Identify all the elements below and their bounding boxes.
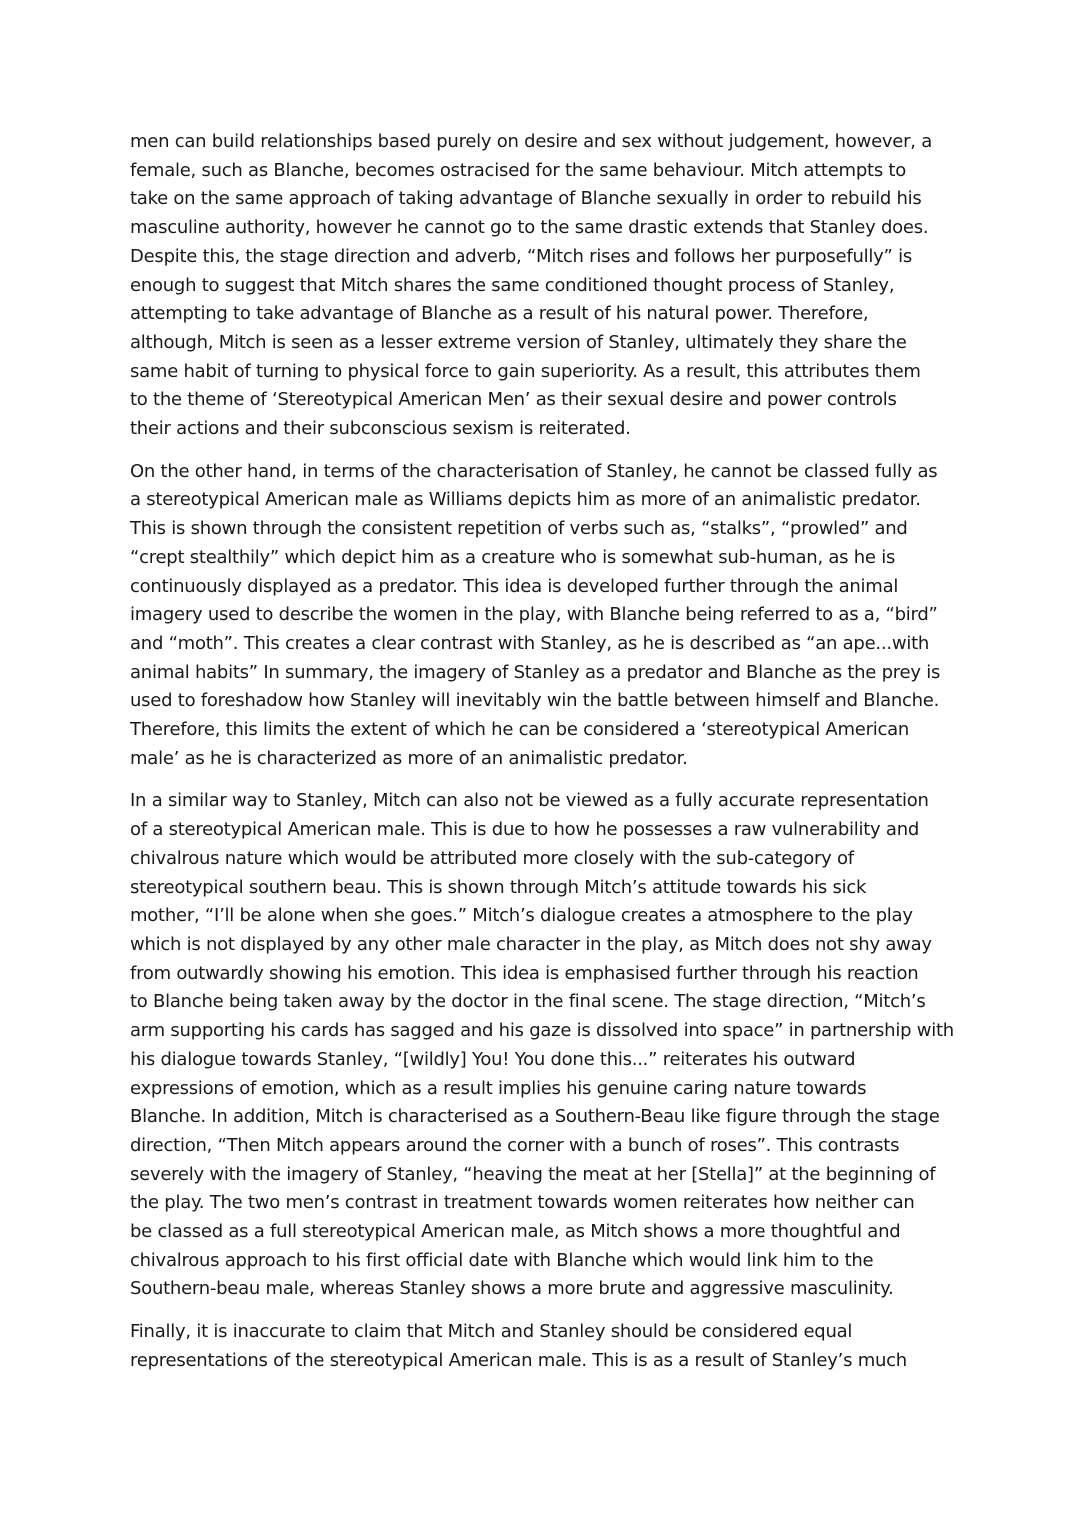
text-line: attempting to take advantage of Blanche as a result of his natural power. Therefore, xyxy=(130,303,869,325)
text-line: mother, “I’ll be alone when she goes.” Mitch’s dialogue creates a atmosphere to the play xyxy=(130,905,913,927)
text-line: animal habits” In summary, the imagery of Stanley as a predator and Blanche as the prey is xyxy=(130,661,941,683)
text-line: chivalrous nature which would be attributed more closely with the sub-category of xyxy=(130,847,854,869)
text-line: be classed as a full stereotypical American male, as Mitch shows a more thoughtful and xyxy=(130,1221,901,1243)
text-line: masculine authority, however he cannot go to the same drastic extends that Stanley does. xyxy=(130,217,929,239)
text-line: Finally, it is inaccurate to claim that Mitch and Stanley should be considered equal xyxy=(130,1321,853,1343)
text-line: expressions of emotion, which as a result implies his genuine caring nature towards xyxy=(130,1077,867,1099)
paragraph-4 xyxy=(130,1318,960,1375)
text-line: enough to suggest that Mitch shares the same conditioned thought process of Stanley, xyxy=(130,274,895,296)
text-line: continuously displayed as a predator. This idea is developed further through the animal xyxy=(130,575,899,597)
text-line: which is not displayed by any other male character in the play, as Mitch does not shy away xyxy=(130,933,932,955)
text-line: “crept stealthily” which depict him as a creature who is somewhat sub-human, as he is xyxy=(130,546,896,568)
text-line: arm supporting his cards has sagged and his gaze is dissolved into space” in partnership with xyxy=(130,1020,954,1042)
text-line: severely with the imagery of Stanley, “heaving the meat at her [Stella]” at the beginning of xyxy=(130,1163,936,1185)
text-line: used to foreshadow how Stanley will inevitably win the battle between himself and Blanche. xyxy=(130,690,940,712)
text-line: Southern-beau male, whereas Stanley shows a more brute and aggressive masculinity. xyxy=(130,1278,894,1300)
text-line: a stereotypical American male as Williams depicts him as more of an animalistic predator. xyxy=(130,489,921,511)
text-line: the play. The two men’s contrast in treatment towards women reiterates how neither can xyxy=(130,1192,915,1214)
text-line: This is shown through the consistent repetition of verbs such as, “stalks”, “prowled” and xyxy=(130,518,908,540)
text-line: take on the same approach of taking advantage of Blanche sexually in order to rebuild his xyxy=(130,188,922,210)
text-line: chivalrous approach to his first official date with Blanche which would link him to the xyxy=(130,1249,874,1271)
text-line: and “moth”. This creates a clear contrast with Stanley, as he is described as “an ape...with xyxy=(130,632,930,654)
text-line: from outwardly showing his emotion. This idea is emphasised further through his reaction xyxy=(130,962,919,984)
text-line: representations of the stereotypical American male. This is as a result of Stanley’s much xyxy=(130,1349,907,1371)
paragraph-3 xyxy=(130,787,960,1304)
text-line: same habit of turning to physical force to gain superiority. As a result, this attributes them xyxy=(130,360,921,382)
text-line: direction, “Then Mitch appears around the corner with a bunch of roses”. This contrasts xyxy=(130,1134,900,1156)
text-line: Therefore, this limits the extent of which he can be considered a ‘stereotypical American xyxy=(130,719,910,741)
text-line: their actions and their subconscious sexism is reiterated. xyxy=(130,418,631,440)
text-line: Despite this, the stage direction and adverb, “Mitch rises and follows her purposefully” is xyxy=(130,245,912,267)
text-line: stereotypical southern beau. This is shown through Mitch’s attitude towards his sick xyxy=(130,876,867,898)
text-line: although, Mitch is seen as a lesser extreme version of Stanley, ultimately they share the xyxy=(130,331,907,353)
text-line: On the other hand, in terms of the characterisation of Stanley, he cannot be classed fully as xyxy=(130,460,938,482)
text-line: female, such as Blanche, becomes ostracised for the same behaviour. Mitch attempts to xyxy=(130,159,906,181)
text-line: of a stereotypical American male. This is due to how he possesses a raw vulnerability and xyxy=(130,819,920,841)
text-line: imagery used to describe the women in the play, with Blanche being referred to as a, “bird” xyxy=(130,604,938,626)
document-page xyxy=(130,128,960,1390)
text-line: men can build relationships based purely on desire and sex without judgement, however, a xyxy=(130,131,933,152)
text-line: to Blanche being taken away by the doctor in the final scene. The stage direction, “Mitch’s xyxy=(130,991,926,1013)
text-line: to the theme of ‘Stereotypical American Men’ as their sexual desire and power controls xyxy=(130,389,897,411)
text-line: male’ as he is characterized as more of an animalistic predator. xyxy=(130,747,688,769)
paragraph-2 xyxy=(130,458,960,774)
text-line: his dialogue towards Stanley, “[wildly] You! You done this...” reiterates his outward xyxy=(130,1048,856,1070)
text-line: In a similar way to Stanley, Mitch can also not be viewed as a fully accurate representation xyxy=(130,790,929,812)
paragraph-1 xyxy=(130,128,960,444)
text-line: Blanche. In addition, Mitch is characterised as a Southern-Beau like figure through the stage xyxy=(130,1106,940,1128)
